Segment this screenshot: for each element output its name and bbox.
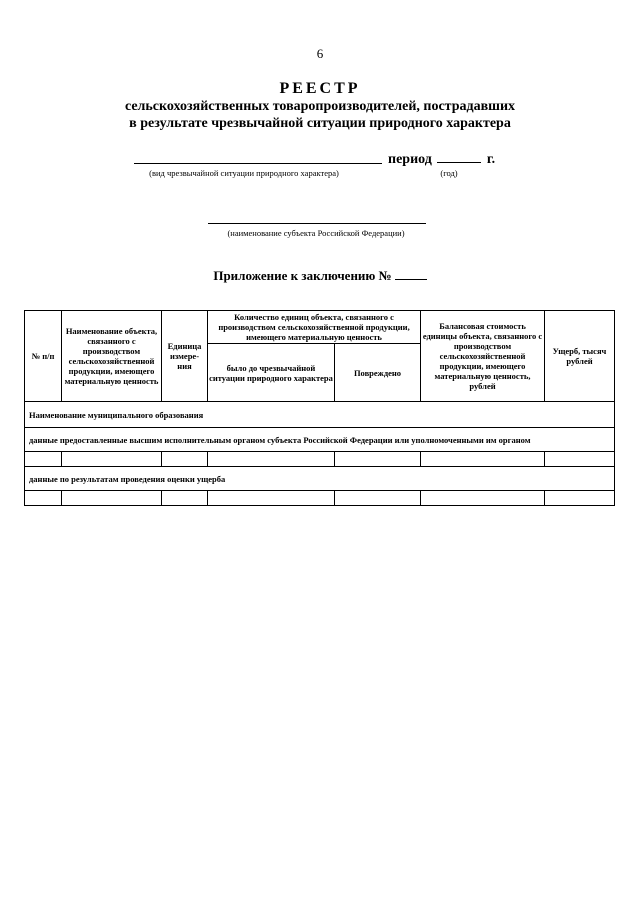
subtitle-line-2: в результате чрезвычайной ситуации природного характера — [129, 116, 511, 131]
year-blank — [437, 150, 481, 163]
document-subtitle — [0, 98, 640, 132]
header-unit: Единица измере-ния — [162, 311, 208, 402]
table-cell[interactable] — [208, 452, 335, 467]
table-cell[interactable] — [545, 491, 615, 506]
header-num: № п/п — [25, 311, 62, 402]
caption-region: (наименование субъекта Российской Федерации) — [227, 228, 405, 238]
table-cell[interactable] — [25, 491, 62, 506]
table-cell[interactable] — [335, 491, 421, 506]
period-label: период — [388, 152, 432, 167]
table-cell[interactable] — [421, 491, 545, 506]
page-number: 6 — [316, 46, 324, 61]
table-cell[interactable] — [62, 452, 162, 467]
table-cell[interactable] — [162, 491, 208, 506]
header-damaged: Повреждено — [335, 344, 421, 402]
subtitle-line-1: сельскохозяйственных товаропроизводителей, пострадавших — [124, 99, 516, 114]
header-object-name: Наименование объекта, связанного с производством сельскохозяйственной продукции, имеющего материальную ценность — [62, 311, 162, 402]
appendix-label: Приложение к заключению № — [213, 268, 392, 283]
table-cell[interactable] — [208, 491, 335, 506]
region-blank — [208, 223, 426, 224]
caption-emergency-type: (вид чрезвычайной ситуации природного характера) — [149, 168, 339, 178]
section-municipality: Наименование муниципального образования — [25, 402, 615, 428]
table-cell[interactable] — [335, 452, 421, 467]
appendix-heading — [0, 268, 640, 284]
section-assessment-data: данные по результатам проведения оценки ущерба — [25, 467, 615, 491]
header-damage: Ущерб, тысяч рублей — [545, 311, 615, 402]
table-row — [25, 452, 615, 467]
document-title: РЕЕСТР — [279, 80, 361, 97]
table-cell[interactable] — [545, 452, 615, 467]
header-before: было до чрезвычайной ситуации природного характера — [208, 344, 335, 402]
header-balance-value: Балансовая стоимость единицы объекта, связанного с производством сельскохозяйственной продукции, имеющего материальную ценность, рублей — [421, 311, 545, 402]
period-field — [388, 150, 495, 168]
caption-year: (год) — [440, 168, 458, 178]
header-quantity-group: Количество единиц объекта, связанного с производством сельскохозяйственной продукции, имеющего материальную ценность — [208, 311, 421, 344]
table-cell[interactable] — [162, 452, 208, 467]
table-row — [25, 491, 615, 506]
table-cell[interactable] — [62, 491, 162, 506]
year-suffix: г. — [486, 152, 496, 167]
emergency-type-blank — [134, 163, 382, 164]
table-cell[interactable] — [421, 452, 545, 467]
appendix-number-blank — [395, 268, 427, 280]
table-cell[interactable] — [25, 452, 62, 467]
section-authority-data: данные предоставленные высшим исполнительным органом субъекта Российской Федерации или уполномоченными им органом — [25, 428, 615, 452]
registry-table — [24, 310, 615, 506]
